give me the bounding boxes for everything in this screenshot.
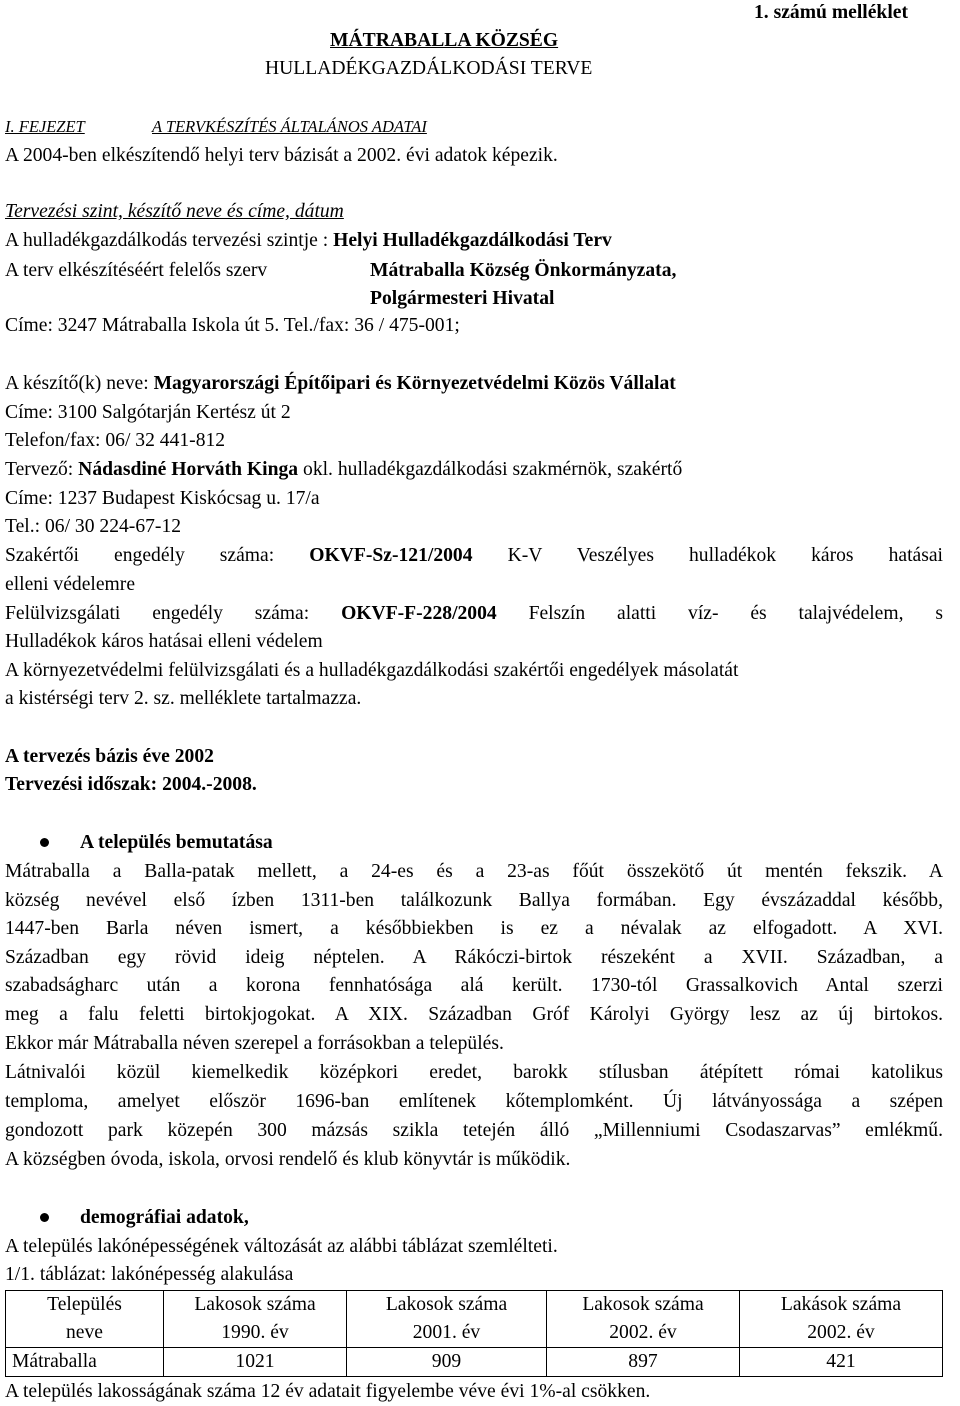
settlement-line: község nevével első ízben 1311-ben találkozunk Ballya formában. Egy évszázaddal később, xyxy=(5,890,943,911)
chapter-title: A TERVKÉSZÍTÉS ÁLTALÁNOS ADATAI xyxy=(152,117,427,136)
review-label: Felülvizsgálati engedély száma: xyxy=(5,603,310,624)
chapter-intro: A 2004-ben elkészítendő helyi terv bázisát a 2002. évi adatok képezik. xyxy=(5,145,558,166)
author-phone: Telefon/fax: 06/ 32 441-812 xyxy=(5,430,226,451)
designer-label: Tervező: xyxy=(5,459,74,480)
review-permit-line xyxy=(5,599,943,628)
settlement-line: A községben óvoda, iskola, orvosi rendelő és klub könyvtár is működik. xyxy=(5,1149,571,1170)
base-year: A tervezés bázis éve 2002 xyxy=(5,746,214,767)
table-header-cell: Település neve xyxy=(6,1291,164,1348)
settlement-line: Ekkor már Mátraballa néven szerepel a forrásokban a település. xyxy=(5,1033,504,1054)
settlement-line: Században egy rövid ideig néptelen. A Rákóczi-birtok részeként a XVII. Században, a xyxy=(5,947,943,968)
settlement-heading: A település bemutatása xyxy=(80,832,273,853)
planning-level-value: Helyi Hulladékgazdálkodási Terv xyxy=(333,230,612,251)
demography-intro: A település lakónépességének változását az alábbi táblázat szemlélteti. xyxy=(5,1236,558,1257)
table-row xyxy=(6,1348,943,1377)
expert-label: Szakértői engedély száma: xyxy=(5,545,275,566)
expert-permit-line xyxy=(5,541,943,570)
designer-title: okl. hulladékgazdálkodási szakmérnök, szakértő xyxy=(303,459,683,480)
settlement-line: szabadságharc után a korona fennhatósága alá került. 1730-tól Grassalkovich Antal szerzi xyxy=(5,975,943,996)
copies-line-1: A környezetvédelmi felülvizsgálati és a hulladékgazdálkodási szakértői engedélyek másolatát xyxy=(5,660,739,681)
author-name-label: A készítő(k) neve: xyxy=(5,373,149,394)
review-description: Felszín alatti víz- és talajvédelem, s xyxy=(528,603,943,624)
table-cell: 897 xyxy=(547,1348,740,1377)
responsible-value: Mátraballa Község Önkormányzata, xyxy=(370,260,677,281)
table-caption: 1/1. táblázat: lakónépesség alakulása xyxy=(5,1264,294,1285)
responsible-value-2: Polgármesteri Hivatal xyxy=(370,288,555,309)
planning-level-label: A hulladékgazdálkodás tervezési szintje : xyxy=(5,230,329,251)
designer-name: Nádasdiné Horváth Kinga xyxy=(78,459,299,480)
expert-number: OKVF-Sz-121/2004 xyxy=(309,545,473,566)
table-header-cell: Lakosok száma 2002. év xyxy=(547,1291,740,1348)
designer-address: Címe: 1237 Budapest Kiskócsag u. 17/a xyxy=(5,488,320,509)
table-header-row xyxy=(6,1291,943,1348)
demography-heading: demográfiai adatok, xyxy=(80,1207,249,1228)
demography-footer: A település lakosságának száma 12 év adatait figyelembe véve évi 1%-al csökken. xyxy=(5,1381,651,1402)
settlement-line: Látnivalói közül kiemelkedik középkori eredet, barokk stílusban átépített római katolikus xyxy=(5,1062,943,1083)
settlement-line: 1447-ben Barla néven ismert, a későbbiekben is ez a névalak az elfogadott. A XVI. xyxy=(5,918,943,939)
annex-label: 1. számú melléklet xyxy=(754,2,908,23)
bullet-icon xyxy=(40,1213,49,1222)
planning-period: Tervezési időszak: 2004.-2008. xyxy=(5,774,257,795)
table-cell: 421 xyxy=(740,1348,943,1377)
responsible-address: Címe: 3247 Mátraballa Iskola út 5. Tel./fax: 36 / 475-001; xyxy=(5,315,460,336)
responsible-label: A terv elkészítéséért felelős szerv xyxy=(5,260,268,281)
planning-level xyxy=(5,226,612,255)
author-name-value: Magyarországi Építőipari és Környezetvédelmi Közös Vállalat xyxy=(153,373,676,394)
population-table xyxy=(5,1290,943,1377)
settlement-line: meg a falu feletti birtokjogokat. A XIX. Században Gróf Károlyi György lesz az új birtokos. xyxy=(5,1004,943,1025)
document-title: MÁTRABALLA KÖZSÉG xyxy=(330,30,559,51)
bullet-icon xyxy=(40,838,49,847)
table-header-cell: Lakosok száma 2001. év xyxy=(347,1291,547,1348)
designer-phone: Tel.: 06/ 30 224-67-12 xyxy=(5,516,182,537)
chapter-number: I. FEJEZET xyxy=(5,117,85,136)
expert-description: K-V Veszélyes hulladékok káros hatásai xyxy=(507,545,943,566)
designer-line xyxy=(5,455,682,484)
review-description-2: Hulladékok káros hatásai elleni védelem xyxy=(5,631,323,652)
copies-line-2: a kistérségi terv 2. sz. melléklete tartalmazza. xyxy=(5,688,362,709)
settlement-line: gondozott park közepén 300 mázsás szikla tetején álló „Millenniumi Csodaszarvas” emlékmű. xyxy=(5,1120,943,1141)
settlement-line: Mátraballa a Balla-patak mellett, a 24-es és a 23-as főút összekötő út mentén fekszik. A xyxy=(5,861,943,882)
settlement-line: temploma, amelyet először 1696-ban említenek kőtemplomként. Új látványossága a szépen xyxy=(5,1091,943,1112)
author-name xyxy=(5,369,676,398)
document-subtitle: HULLADÉKGAZDÁLKODÁSI TERVE xyxy=(265,58,593,79)
table-header-cell: Lakosok száma 1990. év xyxy=(164,1291,347,1348)
author-address: Címe: 3100 Salgótarján Kertész út 2 xyxy=(5,402,291,423)
table-cell: Mátraballa xyxy=(6,1348,164,1377)
table-cell: 1021 xyxy=(164,1348,347,1377)
review-number: OKVF-F-228/2004 xyxy=(341,603,497,624)
planning-heading: Tervezési szint, készítő neve és címe, dátum xyxy=(5,201,344,222)
table-header-cell: Lakások száma 2002. év xyxy=(740,1291,943,1348)
expert-description-2: elleni védelemre xyxy=(5,574,136,595)
table-cell: 909 xyxy=(347,1348,547,1377)
